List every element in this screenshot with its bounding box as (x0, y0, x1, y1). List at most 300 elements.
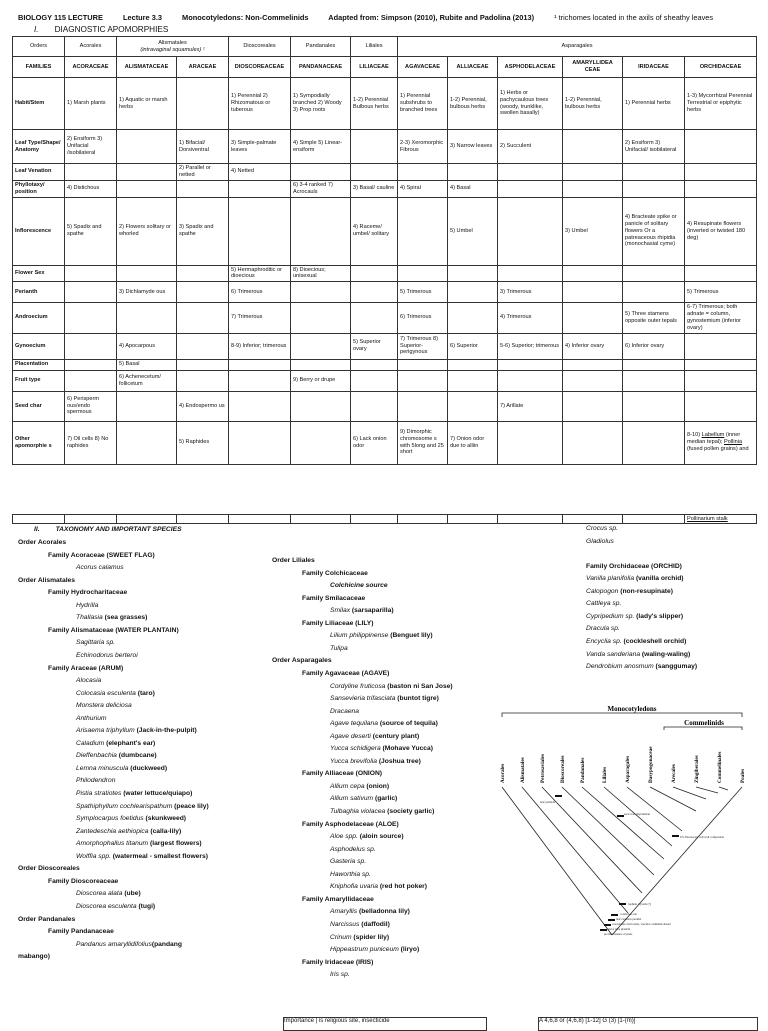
table-cell: 7) Trimerous 8) Superior-perigynous (398, 333, 448, 359)
table-row (13, 359, 757, 370)
taxon-family: Family Acoraceae (SWEET FLAG) (48, 551, 155, 559)
table-cell (563, 370, 623, 391)
taxon-species: Aloe spp. (aloin source) (330, 833, 404, 841)
table-cell (117, 180, 177, 197)
table-cell (685, 391, 757, 421)
table-cell (351, 282, 398, 303)
taxon-species: Echinodorus berteroi (76, 651, 138, 659)
table-cell (685, 370, 757, 391)
note-venation: leaf venation parallel (616, 917, 642, 921)
table-cell: 1-2) Perennial Bulbous herbs (351, 78, 398, 130)
taxon-family: Family Asphodelaceae (ALOE) (302, 820, 399, 828)
table-cell (177, 265, 229, 282)
page-header (18, 13, 758, 22)
table-cell (291, 391, 351, 421)
table-cell (623, 265, 685, 282)
row-label: Leaf Venation (13, 164, 65, 181)
taxon-species: Allium sativum (garlic) (330, 795, 398, 803)
taxon-order: Order Asparagales (272, 657, 332, 665)
taxon-family: Family Araceae (ARUM) (48, 664, 124, 672)
table-cell (448, 282, 498, 303)
table-row (13, 370, 757, 391)
orders-label: Orders (13, 37, 65, 57)
taxon-species: Amorphophallus titanum (largest flowers) (76, 840, 202, 848)
taxon-species: Crinum (spider lily) (330, 933, 390, 941)
taxon-species: Tulipa (330, 644, 348, 652)
table-cell: 4) Basal (448, 180, 498, 197)
taxon-species: Encyclia sp. (cockleshell orchid) (586, 637, 687, 645)
table-cell (685, 333, 757, 359)
table-cell (291, 197, 351, 265)
row-label: Inflorescence (13, 197, 65, 265)
table-cell (623, 164, 685, 181)
table-cell (398, 359, 448, 370)
table-cell: 1) Sympodially branched 2) Woody 3) Prop roots (291, 78, 351, 130)
table-cell: 1) Bifacial/ Dorsiventral (177, 130, 229, 164)
table-cell: 4) Endospermo us (177, 391, 229, 421)
table-cell (177, 370, 229, 391)
table-cell: 5) Basal (117, 359, 177, 370)
table-cell: 6) Trimerous (398, 303, 448, 333)
table-cell: 9) Berry or drupe (291, 370, 351, 391)
table-cell (623, 282, 685, 303)
taxon-species: Anthurium (76, 714, 107, 722)
taxon-species: Crocus sp. (586, 525, 618, 532)
table-cell (448, 370, 498, 391)
monocot-cladogram (492, 703, 752, 945)
table-cell: 3) Trimerous (498, 282, 563, 303)
table-cell: 3) Basal/ cauline (351, 180, 398, 197)
cladogram-title: Monocotyledons (607, 705, 657, 713)
row-label: Gynoecium (13, 333, 65, 359)
table-row (13, 265, 757, 282)
table-cell: 5) Superior ovary (351, 333, 398, 359)
family-header: ARACEAE (177, 57, 229, 78)
table-cell (291, 164, 351, 181)
table-cell: 6) Superior (448, 333, 498, 359)
table-cell: 4) Inferior ovary (563, 333, 623, 359)
note-leaf-palisade: leaf palisade (540, 800, 556, 804)
taxon-species: Colocasia esculenta (taro) (76, 689, 155, 697)
orders-row: Orders Acorales Alismatales (intravaginal squamules) ¹ Dioscoreales Pandanales Liliales Asparagales (13, 37, 757, 57)
cladogram-taxon: Arecales (671, 764, 677, 783)
taxon-species: Colchicine source (330, 582, 388, 590)
taxon-species: Amaryllis (belladonna lily) (330, 908, 410, 916)
table-cell: 4) Simple 5) Linear-ensiform (291, 130, 351, 164)
table-cell (351, 303, 398, 333)
table-cell: 1) Herbs or pachycaulous trees (woody, trunklike, swollen basally) (498, 78, 563, 130)
table-row (13, 282, 757, 303)
taxon-species: Dracula sp. (586, 625, 620, 633)
table-cell (229, 180, 291, 197)
table-cell (398, 370, 448, 391)
table-cell (563, 303, 623, 333)
family-header: ALLIACEAE (448, 57, 498, 78)
table-cell (65, 359, 117, 370)
table-cell (351, 359, 398, 370)
table-cell (398, 164, 448, 181)
cladogram-taxon: Acorales (500, 763, 506, 783)
taxon-order: Order Liliales (272, 557, 315, 564)
course-title: BIOLOGY 115 LECTURE (18, 13, 103, 22)
taxon-species: Vanilla planifolia (vanilla orchid) (586, 575, 684, 583)
table-cell (229, 370, 291, 391)
table-cell: 1-2) Perennial, bulbous herbs (448, 78, 498, 130)
family-header: ASPHODELACEAE (498, 57, 563, 78)
table-cell: 4) Bracteate spike or panicle of solitary flowers Or a patreaceous rhipidia (monochasial cyme) (623, 197, 685, 265)
table-cell: 5) Three stamens opposite outer tepals (623, 303, 685, 333)
table-cell (563, 130, 623, 164)
table-cell (563, 421, 623, 464)
row-label: Androecium (13, 303, 65, 333)
taxon-species: Cordyline fruticosa (baston ni San Jose) (330, 682, 453, 690)
table-row (13, 421, 757, 464)
table-cell: 1) Perennial subshrubs to branched trees (398, 78, 448, 130)
table-cell (498, 370, 563, 391)
footnote: ¹ trichomes located in the axils of sheathy leaves (554, 13, 714, 22)
taxon-species: Pandanus amaryllidifolius(pandang (76, 940, 182, 948)
taxon-species: Arisaema triphyllum (Jack-in-the-pulpit) (76, 727, 197, 735)
taxon-family: Family Agavaceae (AGAVE) (302, 669, 390, 677)
table-cell (563, 359, 623, 370)
table-cell: 6) Lack onion odor (351, 421, 398, 464)
table-cell (65, 164, 117, 181)
taxon-family: Family Alismataceae (WATER PLANTAIN) (48, 626, 179, 634)
table-cell (229, 197, 291, 265)
taxon-species: Sagittaria sp. (76, 639, 116, 647)
row-label: Perianth (13, 282, 65, 303)
taxon-family: Family Orchidaceae (ORCHID) (586, 562, 682, 570)
table-cell (351, 265, 398, 282)
taxon-species: Agave tequilana (source of tequila) (330, 720, 438, 728)
table-cell (563, 164, 623, 181)
table-cell (623, 359, 685, 370)
table-cell: 5) Trimerous (685, 282, 757, 303)
taxon-species: Kniphofia uvaria (red hot poker) (330, 883, 428, 891)
table-cell (291, 282, 351, 303)
table-cell: 5-6) Superior; trimerous (498, 333, 563, 359)
taxon-species: Haworthia sp. (330, 870, 371, 878)
table-cell (177, 282, 229, 303)
taxon-species: Narcissus (daffodil) (330, 920, 390, 928)
cladogram-taxon: Asparagales (625, 755, 631, 783)
table-cell (623, 391, 685, 421)
table-cell: 6) Trimerous (229, 282, 291, 303)
table-cell (498, 197, 563, 265)
table-cell (117, 421, 177, 464)
alismatales-header: Alismatales (intravaginal squamules) ¹ (117, 37, 229, 57)
cladogram-taxon: Zingiberales (694, 755, 700, 783)
family-header: DIOSCOREACEAE (229, 57, 291, 78)
table-cell: 1) Aquatic or marsh herbs (117, 78, 177, 130)
section-2-heading: II. TAXONOMY AND IMPORTANT SPECIES (34, 526, 182, 533)
bottom-box-left: Importance | is religious site, insecticide (283, 1017, 487, 1031)
table-cell: 6) Perisperm ous/endo spermous (65, 391, 117, 421)
row-label: Seed char (13, 391, 65, 421)
taxon-species: Hydrilla (76, 601, 99, 609)
table-cell (623, 370, 685, 391)
table-cell: 6) Inferior ovary (623, 333, 685, 359)
taxon-family: Family Liliaceae (LILY) (302, 619, 374, 627)
orchid-other-cell: 8-10) Labellum (inner median tepal); Pollinia (fused pollen grains) and (685, 421, 757, 464)
table-cell (498, 359, 563, 370)
table-row (13, 130, 757, 164)
table-cell: 3) Dichlamyde ous (117, 282, 177, 303)
taxon-species: Gasteria sp. (330, 858, 367, 866)
table-cell: 5) Raphides (177, 421, 229, 464)
table-cell (448, 359, 498, 370)
table-cell: 8-9) Inferior; trimerous (229, 333, 291, 359)
table-cell (448, 265, 498, 282)
table-row (13, 164, 757, 181)
table-cell (498, 164, 563, 181)
table-cell (563, 180, 623, 197)
table-cell (398, 391, 448, 421)
table-cell (563, 265, 623, 282)
table-row (13, 78, 757, 130)
taxon-species: Symplocarpus foetidus (skunkweed) (76, 815, 187, 823)
table-cell (351, 391, 398, 421)
taxon-family: Family Smilacaceae (302, 594, 366, 602)
taxon-species: Lemna minuscula (duckweed) (76, 764, 168, 772)
table-cell (65, 282, 117, 303)
taxon-family: Family Iridaceae (IRIS) (302, 958, 374, 966)
taxon-species: Dendrobium anosmum (sanggumay) (586, 663, 698, 671)
table-cell (229, 359, 291, 370)
table-cell: 3) Umbel (563, 197, 623, 265)
family-header: PANDANACEAE (291, 57, 351, 78)
table-cell (177, 333, 229, 359)
taxon-species: Lilium philippinense (Benguet lily) (330, 632, 433, 640)
table-cell (65, 370, 117, 391)
taxon-species: Vanda sanderiana (waling-waling) (586, 650, 691, 658)
table-cell (229, 421, 291, 464)
table-cell (177, 78, 229, 130)
cladogram-taxon: Dioscoreales (560, 755, 566, 783)
table-cell (291, 303, 351, 333)
table-cell: 4) Trimerous (498, 303, 563, 333)
table-cell (229, 391, 291, 421)
table-cell (498, 421, 563, 464)
table-cell (177, 303, 229, 333)
table-cell: 3) Narrow leaves (448, 130, 498, 164)
table-cell: 3) Simple-palmate leaves (229, 130, 291, 164)
taxon-species: Dieffenbachia (dumbcane) (76, 752, 157, 760)
table-cell (351, 164, 398, 181)
table-cell: 6) Achenecetum/ follicetum (117, 370, 177, 391)
taxon-species: Allium cepa (onion) (330, 782, 390, 790)
table-cell: 2) Parallel or netted (177, 164, 229, 181)
table-cell (623, 180, 685, 197)
table-cell (398, 265, 448, 282)
taxon-species: Hippeastrum puniceum (liryo) (330, 946, 420, 954)
taxon-order: Order Alismatales (18, 576, 75, 584)
table-cell (117, 391, 177, 421)
row-label: Placentation (13, 359, 65, 370)
table-cell (291, 421, 351, 464)
note-uv: UV-fluorescent cell wall compounds (680, 835, 724, 839)
note-phytomelan: seed coat phytomelan (624, 812, 650, 816)
table-cell (685, 164, 757, 181)
table-cell (177, 180, 229, 197)
table-continuation-strip (12, 514, 757, 524)
taxon-family: Family Hydrocharitaceae (48, 589, 128, 597)
taxon-order: Order Pandanales (18, 915, 76, 923)
row-label: Other apomorphie s (13, 421, 65, 464)
row-label: Flower Sex (13, 265, 65, 282)
family-header: LILIACEAE (351, 57, 398, 78)
table-cell (291, 333, 351, 359)
family-header: AMARYLLIDEA CEAE (563, 57, 623, 78)
table-cell (448, 391, 498, 421)
taxon-species: Caladium (elephant's ear) (76, 739, 156, 747)
table-cell (498, 180, 563, 197)
table-cell: 7) Onion odor due to alliin (448, 421, 498, 464)
table-cell: 5) Trimerous (398, 282, 448, 303)
table-cell (177, 359, 229, 370)
family-header: ACORACEAE (65, 57, 117, 78)
table-cell: 7) Oil cells 8) No raphides (65, 421, 117, 464)
cladogram-taxon: Liliales (602, 766, 608, 783)
family-header: ORCHIDACEAE (685, 57, 757, 78)
table-cell (65, 265, 117, 282)
taxon-species: Cypripedium sp. (lady's slipper) (586, 612, 684, 620)
table-row (13, 197, 757, 265)
table-cell (291, 359, 351, 370)
taxon-species: Monstera deliciosa (76, 702, 132, 710)
table-cell (563, 282, 623, 303)
table-cell (351, 130, 398, 164)
table-row (13, 303, 757, 333)
lecture-number: Lecture 3.3 (122, 13, 162, 22)
table-cell: 1) Perennial herbs (623, 78, 685, 130)
table-row (13, 391, 757, 421)
table-cell: 1) Perennial 2) Rhizomatous or tuberous (229, 78, 291, 130)
taxon-species: Tulbaghia violacea (society garlic) (330, 808, 435, 815)
row-label: Habit/Stem (13, 78, 65, 130)
table-cell (448, 303, 498, 333)
taxon-species: Spathiphyllum cochlearispathum (peace lily) (76, 802, 209, 810)
table-cell (563, 391, 623, 421)
table-row (13, 180, 757, 197)
taxon-species: Asphodelus sp. (330, 845, 376, 853)
table-cell (623, 421, 685, 464)
table-cell: 1-2) Perennial, bulbous herbs (563, 78, 623, 130)
taxon-species: Agave deserti (century plant) (330, 732, 420, 740)
taxon-species: Pistia stratiotes (water lettuce/quiapo) (76, 790, 193, 797)
table-cell: 4) Spiral (398, 180, 448, 197)
family-header: AGAVACEAE (398, 57, 448, 78)
table-cell: 1) Marsh plants (65, 78, 117, 130)
taxon-order: Order Dioscoreales (18, 865, 80, 873)
taxon-species: Cattleya sp. (586, 600, 622, 608)
taxon-species: Calopogon (non-resupinate) (586, 587, 673, 595)
table-cell: 2-3) Xeromorphic Fibrous (398, 130, 448, 164)
taxon-species: Dioscorea esculenta (tugi) (76, 902, 156, 910)
taxon-species: Philodendron (76, 777, 116, 785)
taxon-species: Dioscorea alata (ube) (76, 890, 141, 898)
table-cell: 4) Raceme/ umbel/ solitary (351, 197, 398, 265)
table-cell (117, 303, 177, 333)
note-atactostele: vasculature atactostele, vascular cambium absent (612, 922, 671, 926)
table-cell (117, 130, 177, 164)
taxon-species: Yucca schidigera (Mohave Yucca) (330, 745, 433, 753)
taxon-species: Zantedeschia aethiopica (calla-lily) (76, 827, 182, 835)
row-label: Leaf Type/Shape/ Anatomy (13, 130, 65, 164)
table-cell: 6-7) Trimerous; both adnate = column, gynostemium (inferior ovary) (685, 303, 757, 333)
cladogram-taxon: Poales (740, 768, 746, 783)
table-cell: 5) Hermaphroditic or dioecious (229, 265, 291, 282)
note-crystals: protein cuneate crystals (604, 932, 633, 936)
table-cell: 5) Spadix and spathe (65, 197, 117, 265)
table-cell: 2) Ensiform 3) Unifacial /isobilateral (65, 130, 117, 164)
apomorphies-table (12, 36, 757, 465)
taxon-species: Gladiolus (586, 537, 614, 545)
table-cell (685, 359, 757, 370)
table-cell (398, 197, 448, 265)
taxon-species: Dracaena (330, 707, 359, 715)
taxon-species: Thallasia (sea grasses) (76, 614, 148, 622)
table-cell (685, 180, 757, 197)
note-raphide: raphide crystals (?) (628, 902, 651, 906)
taxon-species: Iris sp. (330, 971, 350, 979)
taxon-species: Yucca brevifolia (Joshua tree) (330, 757, 421, 765)
row-label: Fruit type (13, 370, 65, 391)
note-cotyledon: cotyledon one (620, 912, 637, 916)
lecture-topic: Monocotyledons: Non-Commelinids (182, 13, 309, 22)
table-cell (498, 265, 563, 282)
table-cell: 3) Spadix and spathe (177, 197, 229, 265)
source-note: Adapted from: Simpson (2010), Rubite and Padolina (2013) (328, 13, 535, 22)
table-cell: 1-3) Mycorrhizal Perennial Terrestrial or epiphytic herbs (685, 78, 757, 130)
table-row (13, 333, 757, 359)
table-cell: 2) Ensiform 3) Unifacial/ isobilateral (623, 130, 685, 164)
table-cell: 7) Arillate (498, 391, 563, 421)
taxon-family: Family Colchicaceae (302, 569, 368, 577)
taxon-species: Sansevieria trifasciata (buntot tigre) (330, 695, 439, 703)
taxon-order: Order Acorales (18, 539, 67, 546)
table-cell: 9) Dimorphic chromosome s with 5long and 25 short (398, 421, 448, 464)
section-1-heading: I. DIAGNOSTIC APOMORPHIES (34, 25, 169, 34)
table-cell (685, 265, 757, 282)
cladogram-commelinids: Commelinids (684, 719, 724, 727)
taxon-species: Alocasia (76, 677, 102, 685)
taxon-family: Family Amaryllidaceae (302, 895, 374, 903)
table-cell: 7) Trimerous (229, 303, 291, 333)
taxon-order: mabango) (18, 953, 50, 961)
taxon-family: Family Alliaceae (ONION) (302, 770, 383, 778)
taxon-species: Smilax (sarsaparilla) (330, 607, 394, 615)
cladogram-taxon: Dasypogonaceae (648, 746, 654, 783)
taxon-species: Wolffia spp. (watermeal - smallest flowers) (76, 852, 208, 860)
table-cell: 4) Resupinate flowers (inverted or twisted 180 deg) (685, 197, 757, 265)
table-cell: 8) Dioecious; unisexual (291, 265, 351, 282)
table-cell: 2) Flowers solitary or whorled (117, 197, 177, 265)
note-plastids: sieve tube plastids (608, 927, 630, 931)
cladogram-taxon: Petrosaviales (540, 753, 546, 783)
table-cell (117, 265, 177, 282)
families-row: FAMILIES ACORACEAE ALISMATACEAE ARACEAE DIOSCOREACEAE PANDANACEAE LILIACEAE AGAVACEAE ALLIACEAE ASPHODELACEAE AMARYLLIDEA CEAE IRIDACEAE ORCHIDACEAE (13, 57, 757, 78)
table-cell: 2) Succulent (498, 130, 563, 164)
cladogram-taxon: Commelinales (717, 751, 723, 783)
cladogram-taxon: Alismatales (520, 757, 526, 783)
pollinarium-stalk-cell: Pollinarium stalk (685, 515, 757, 524)
family-header: ALISMATACEAE (117, 57, 177, 78)
row-label: Phyllotaxy/ position (13, 180, 65, 197)
cladogram-taxon: Pandanales (580, 757, 586, 783)
table-cell (448, 164, 498, 181)
table-cell (685, 130, 757, 164)
